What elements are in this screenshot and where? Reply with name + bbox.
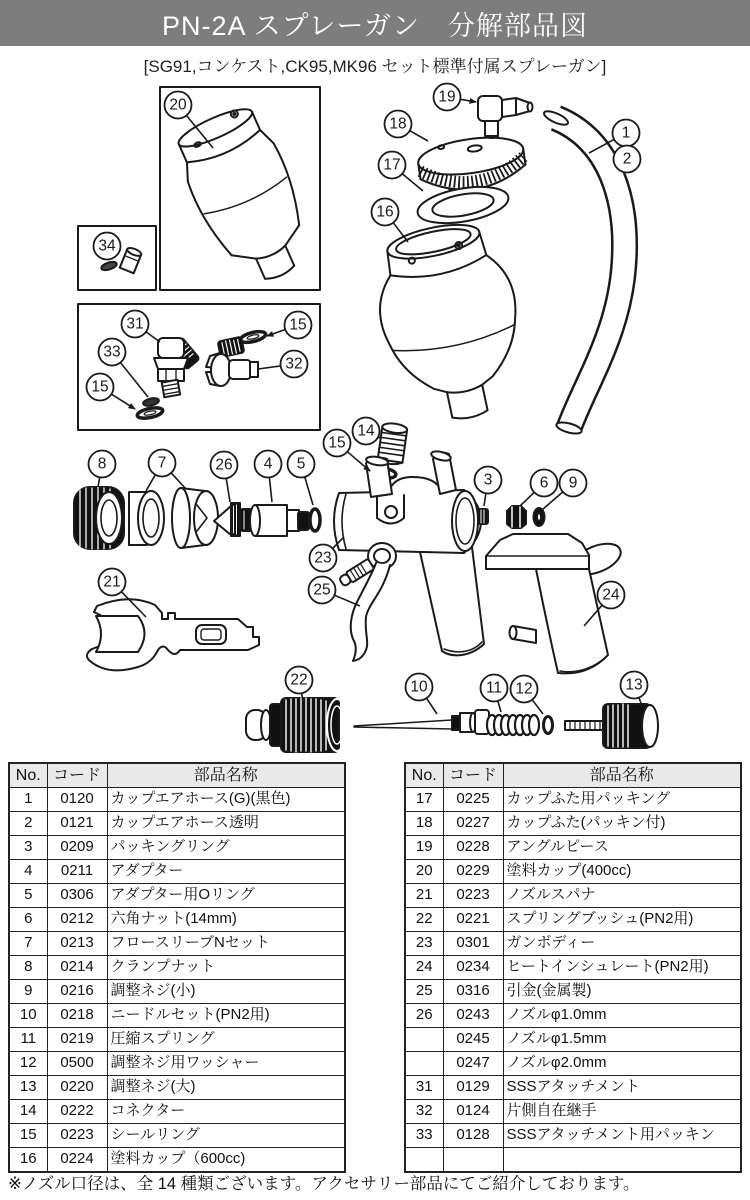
callout-7	[146, 450, 186, 492]
callout-number: 17	[383, 156, 401, 174]
cell-no: 18	[405, 812, 443, 836]
callout-number: 26	[215, 456, 233, 474]
nozzle-drawing	[214, 503, 253, 536]
cell-no: 3	[9, 836, 47, 860]
callout-4	[255, 451, 282, 503]
cell-code: 0214	[47, 956, 107, 980]
callout-26	[211, 452, 238, 503]
subtitle: [SG91,コンケスト,CK95,MK96 セット標準付属スプレーガン]	[143, 57, 607, 76]
cell-code: 0213	[47, 932, 107, 956]
header-code: コード	[443, 763, 503, 788]
table-row	[9, 1028, 345, 1052]
cell-part-name: カップエアホース(G)(黒色)	[107, 788, 345, 812]
clamp-nut-drawing	[74, 487, 124, 549]
callout-number: 25	[313, 581, 331, 599]
header-code: コード	[47, 763, 107, 788]
page-title: PN-2A スプレーガン 分解部品図	[162, 10, 588, 41]
header-part-name: 部品名称	[503, 763, 741, 788]
table-row	[405, 884, 741, 908]
callout-12	[511, 676, 544, 715]
cell-part-name: クランプナット	[107, 956, 345, 980]
spring-bush-drawing	[246, 698, 347, 752]
callout-leader-line	[171, 473, 186, 489]
cell-code: 0227	[443, 812, 503, 836]
cell-code: 0216	[47, 980, 107, 1004]
callout-number: 7	[157, 454, 167, 472]
callout-leader-line	[146, 475, 155, 491]
table-row	[405, 836, 741, 860]
table-row	[405, 956, 741, 980]
cell-part-name: 塗料カップ(400cc)	[503, 860, 741, 884]
table-row	[9, 836, 345, 860]
cell-no: 6	[9, 908, 47, 932]
cell-part-name: 圧縮スプリング	[107, 1028, 345, 1052]
callout-number: 10	[410, 678, 428, 696]
table-row	[405, 860, 741, 884]
cell-code: 0234	[443, 956, 503, 980]
cell-no: 32	[405, 1100, 443, 1124]
callout-leader-line	[226, 478, 230, 502]
cell-code: 0221	[443, 908, 503, 932]
table-row	[9, 1052, 345, 1076]
cell-part-name: アダプター用Oリング	[107, 884, 345, 908]
cell-code: 0247	[443, 1052, 503, 1076]
cell-part-name: スプリングブッシュ(PN2用)	[503, 908, 741, 932]
washer-drawing	[544, 717, 553, 734]
callout-number: 34	[98, 237, 116, 255]
callout-number: 16	[376, 203, 394, 221]
callout-number: 6	[539, 474, 549, 492]
cell-no: 24	[405, 956, 443, 980]
cell-code: 0128	[443, 1124, 503, 1148]
cell-part-name: ヒートインシュレート(PN2用)	[503, 956, 741, 980]
cell-code: 0500	[47, 1052, 107, 1076]
air-hose-drawing	[542, 109, 624, 436]
callout-number: 31	[126, 315, 144, 333]
cell-part-name: SSSアタッチメント	[503, 1076, 741, 1100]
cell-no: 17	[405, 788, 443, 812]
cell-no	[405, 1148, 443, 1173]
cell-code: 0225	[443, 788, 503, 812]
cell-part-name: カップふた用パッキング	[503, 788, 741, 812]
cell-code: 0218	[47, 1004, 107, 1028]
callout-23	[310, 537, 345, 572]
cell-no: 5	[9, 884, 47, 908]
table-row	[405, 1004, 741, 1028]
table-row	[9, 1148, 345, 1173]
callout-number: 8	[97, 455, 107, 473]
trigger-drawing	[338, 543, 396, 661]
cell-no: 10	[9, 1004, 47, 1028]
cell-no: 2	[9, 812, 47, 836]
callout-14	[353, 418, 381, 445]
table-row	[9, 860, 345, 884]
compression-spring-drawing	[487, 715, 539, 735]
cell-no: 14	[9, 1100, 47, 1124]
callout-number: 23	[314, 549, 332, 567]
footnote: ※ノズル口径は、全 14 種類ございます。アクセサリー部品にてご紹介しております。	[8, 1175, 640, 1193]
header-no: No.	[9, 763, 47, 788]
cell-code	[443, 1148, 503, 1173]
table-row	[9, 1004, 345, 1028]
cell-part-name: 調整ネジ(小)	[107, 980, 345, 1004]
callout-leader-line	[484, 493, 486, 506]
callout-number: 19	[438, 88, 456, 106]
cell-code: 0243	[443, 1004, 503, 1028]
callout-leader-line	[334, 595, 360, 606]
exploded-diagram	[0, 80, 750, 762]
callout-leader-line	[98, 477, 100, 487]
table-row	[9, 956, 345, 980]
cell-part-name: アングルピース	[503, 836, 741, 860]
callout-leader-line	[410, 131, 428, 141]
cell-part-name: 調整ネジ(大)	[107, 1076, 345, 1100]
callout-number: 21	[103, 573, 121, 591]
table-row	[9, 812, 345, 836]
needle-set-drawing	[354, 710, 489, 734]
table-row	[9, 932, 345, 956]
cell-part-name: カップふた(パッキン付)	[503, 812, 741, 836]
callout-leader-line	[520, 492, 534, 506]
callout-22	[286, 667, 313, 702]
cell-part-name: シールリング	[107, 1124, 345, 1148]
cell-code: 0224	[47, 1148, 107, 1173]
callout-number: 9	[568, 474, 578, 492]
cell-part-name: 調整ネジ用ワッシャー	[107, 1052, 345, 1076]
table-row	[405, 980, 741, 1004]
table-row	[405, 1076, 741, 1100]
cell-no: 26	[405, 1004, 443, 1028]
cell-part-name: ニードルセット(PN2用)	[107, 1004, 345, 1028]
cell-no: 31	[405, 1076, 443, 1100]
callout-number: 20	[169, 96, 187, 114]
callout-number: 5	[296, 455, 306, 473]
adapter-oring-drawing	[310, 509, 320, 531]
cell-no: 8	[9, 956, 47, 980]
cell-code: 0222	[47, 1100, 107, 1124]
callout-2	[614, 146, 641, 173]
table-row	[405, 1028, 741, 1052]
cell-no: 12	[9, 1052, 47, 1076]
cell-part-name: 六角ナット(14mm)	[107, 908, 345, 932]
cell-code: 0228	[443, 836, 503, 860]
cell-no: 15	[9, 1124, 47, 1148]
cell-part-name: カップエアホース透明	[107, 812, 345, 836]
callout-3	[475, 467, 502, 507]
callout-leader-line	[305, 477, 313, 505]
callout-number: 1	[621, 124, 631, 142]
callout-number: 11	[485, 679, 503, 697]
cell-no: 33	[405, 1124, 443, 1148]
cell-no: 21	[405, 884, 443, 908]
cell-part-name: ガンボディー	[503, 932, 741, 956]
cell-no: 7	[9, 932, 47, 956]
inset-box-part34	[78, 226, 156, 290]
cell-part-name: 塗料カップ（600cc)	[107, 1148, 345, 1173]
cell-part-name: 片側自在継手	[503, 1100, 741, 1124]
cell-no: 4	[9, 860, 47, 884]
callout-leader-line	[532, 700, 543, 714]
cell-part-name: SSSアタッチメント用パッキン	[503, 1124, 741, 1148]
cell-code: 0219	[47, 1028, 107, 1052]
cell-no: 19	[405, 836, 443, 860]
cell-code: 0220	[47, 1076, 107, 1100]
cell-no	[405, 1052, 443, 1076]
cell-no: 22	[405, 908, 443, 932]
callout-number: 33	[103, 343, 121, 361]
cell-no: 9	[9, 980, 47, 1004]
callout-leader-line	[269, 477, 272, 502]
cell-code: 0306	[47, 884, 107, 908]
wrench-drawing	[87, 599, 259, 670]
cell-code: 0245	[443, 1028, 503, 1052]
cell-no: 16	[9, 1148, 47, 1173]
callout-number: 15	[91, 378, 109, 396]
cell-part-name: ノズルφ1.0mm	[503, 1004, 741, 1028]
callout-number: 15	[289, 316, 307, 334]
table-row	[405, 788, 741, 812]
callout-number: 18	[389, 115, 407, 133]
cell-code: 0211	[47, 860, 107, 884]
cell-code: 0223	[47, 1124, 107, 1148]
adapter-drawing	[250, 505, 309, 536]
callout-number: 2	[622, 150, 632, 168]
packing-ring-drawing	[478, 509, 488, 524]
table-row	[9, 908, 345, 932]
adjust-screw-large-drawing	[565, 704, 658, 748]
cell-part-name: アダプター	[107, 860, 345, 884]
cell-no: 25	[405, 980, 443, 1004]
table-row	[9, 1076, 345, 1100]
table-row	[405, 1148, 741, 1173]
cell-part-name: 引金(金属製)	[503, 980, 741, 1004]
callout-leader-line	[427, 698, 438, 714]
cell-code: 0209	[47, 836, 107, 860]
callout-number: 24	[602, 586, 620, 604]
callout-number: 32	[285, 355, 303, 373]
callout-number: 13	[625, 676, 643, 694]
parts-table-left	[8, 762, 346, 1173]
cell-no	[405, 1028, 443, 1052]
cell-part-name: ノズルφ1.5mm	[503, 1028, 741, 1052]
cell-no: 1	[9, 788, 47, 812]
callout-19	[434, 84, 477, 111]
cell-no: 11	[9, 1028, 47, 1052]
table-row	[9, 980, 345, 1004]
table-row	[9, 788, 345, 812]
cell-no: 13	[9, 1076, 47, 1100]
header-no: No.	[405, 763, 443, 788]
parts-table-right	[404, 762, 742, 1173]
table-row	[405, 932, 741, 956]
table-row	[405, 812, 741, 836]
callout-number: 14	[357, 422, 375, 440]
callout-10	[406, 674, 438, 715]
callout-number: 22	[290, 671, 308, 689]
callout-5	[288, 451, 315, 506]
callout-17	[379, 152, 424, 192]
cell-part-name	[503, 1148, 741, 1173]
callout-11	[481, 675, 508, 713]
cell-code: 0223	[443, 884, 503, 908]
callout-number: 12	[515, 680, 533, 698]
cell-part-name: パッキングリング	[107, 836, 345, 860]
cell-no: 23	[405, 932, 443, 956]
cell-code: 0124	[443, 1100, 503, 1124]
angle-piece-drawing	[478, 96, 533, 138]
cell-part-name: ノズルスパナ	[503, 884, 741, 908]
table-header-row	[9, 763, 345, 788]
callout-16	[372, 199, 409, 243]
title-bar	[0, 0, 750, 46]
callout-number: 15	[328, 434, 346, 452]
cell-code: 0120	[47, 788, 107, 812]
callout-number: 4	[263, 455, 273, 473]
cell-part-name: ノズルφ2.0mm	[503, 1052, 741, 1076]
table-header-row	[405, 763, 741, 788]
table-row	[9, 1100, 345, 1124]
cell-code: 0129	[443, 1076, 503, 1100]
table-row	[405, 1100, 741, 1124]
adjust-screw-small-drawing	[534, 508, 545, 526]
header-part-name: 部品名称	[107, 763, 345, 788]
table-row	[9, 1124, 345, 1148]
lid-packing-drawing	[415, 181, 511, 229]
paint-cup-600cc-drawing	[364, 214, 537, 431]
callout-18	[385, 111, 429, 142]
cell-part-name: コネクター	[107, 1100, 345, 1124]
flow-sleeve-drawing	[129, 488, 218, 548]
callout-8	[89, 451, 116, 488]
cell-code: 0316	[443, 980, 503, 1004]
cell-no: 20	[405, 860, 443, 884]
hex-nut-drawing	[507, 506, 526, 528]
callout-34	[94, 233, 121, 260]
table-row	[405, 1124, 741, 1148]
callout-number: 3	[483, 471, 493, 489]
table-row	[9, 884, 345, 908]
table-row	[405, 1052, 741, 1076]
callout-13	[621, 672, 648, 704]
cell-code: 0301	[443, 932, 503, 956]
table-row	[405, 908, 741, 932]
cell-code: 0212	[47, 908, 107, 932]
cell-code: 0121	[47, 812, 107, 836]
callout-leader-line	[498, 701, 501, 712]
cell-part-name: フロースリーブNセット	[107, 932, 345, 956]
cell-code: 0229	[443, 860, 503, 884]
callout-leader-line	[460, 99, 476, 102]
